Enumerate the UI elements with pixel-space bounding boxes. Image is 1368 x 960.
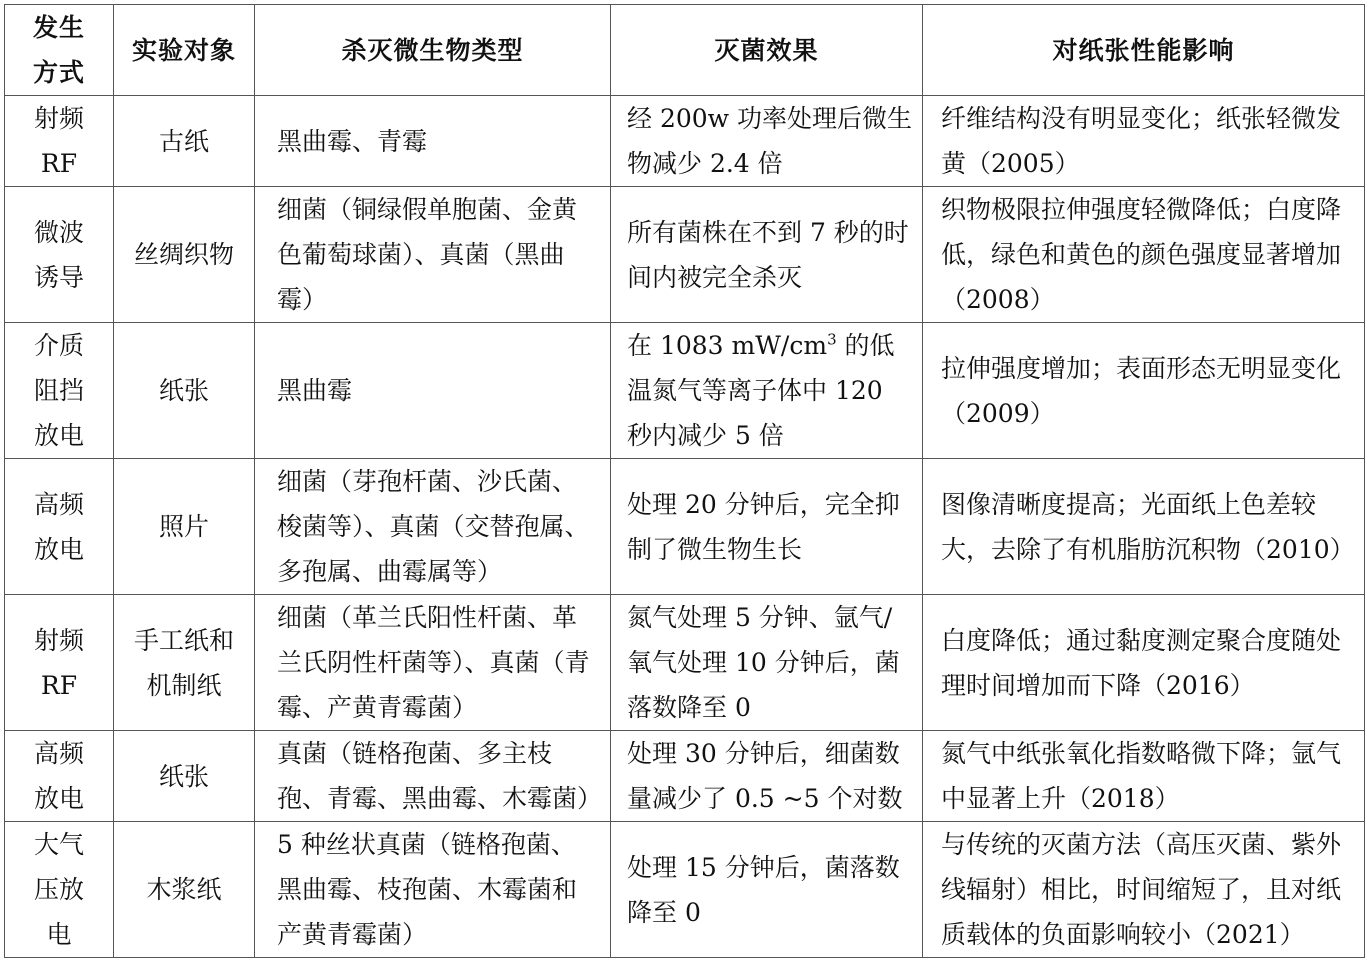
plasma-sterilization-table-container — [4, 4, 1364, 958]
cell-microbes: 黑曲霉、青霉 — [255, 96, 611, 187]
cell-impact: 氮气中纸张氧化指数略微下降；氩气中显著上升（2018） — [923, 731, 1365, 822]
header-effect: 灭菌效果 — [611, 5, 923, 96]
cell-object: 木浆纸 — [114, 822, 255, 958]
table-row — [5, 731, 1365, 822]
cell-effect — [611, 323, 923, 459]
cell-microbes: 细菌（芽孢杆菌、沙氏菌、梭菌等）、真菌（交替孢属、多孢属、曲霉属等） — [255, 459, 611, 595]
header-object: 实验对象 — [114, 5, 255, 96]
cell-object: 手工纸和机制纸 — [114, 595, 255, 731]
cell-microbes: 细菌（革兰氏阳性杆菌、革兰氏阴性杆菌等）、真菌（青霉、产黄青霉菌） — [255, 595, 611, 731]
header-method: 发生方式 — [5, 5, 114, 96]
cell-effect: 处理 30 分钟后，细菌数量减少了 0.5 ~5 个对数 — [611, 731, 923, 822]
cell-method: 大气压放电 — [5, 822, 114, 958]
cell-microbes: 黑曲霉 — [255, 323, 611, 459]
cell-effect: 经 200w 功率处理后微生物减少 2.4 倍 — [611, 96, 923, 187]
cell-impact: 白度降低；通过黏度测定聚合度随处理时间增加而下降（2016） — [923, 595, 1365, 731]
cell-object: 照片 — [114, 459, 255, 595]
effect-text-pre: 在 1083 mW/cm — [627, 331, 828, 360]
table-row — [5, 595, 1365, 731]
plasma-sterilization-table — [4, 4, 1365, 958]
header-microbes: 杀灭微生物类型 — [255, 5, 611, 96]
cell-impact: 织物极限拉伸强度轻微降低；白度降低，绿色和黄色的颜色强度显著增加（2008） — [923, 187, 1365, 323]
cell-microbes: 真菌（链格孢菌、多主枝孢、青霉、黑曲霉、木霉菌） — [255, 731, 611, 822]
cell-effect: 处理 20 分钟后，完全抑制了微生物生长 — [611, 459, 923, 595]
table-row — [5, 187, 1365, 323]
effect-superscript: 3 — [827, 330, 837, 349]
cell-method: 射频 RF — [5, 595, 114, 731]
effect-text-post: 的低温氮气等离子体中 120 秒内减少 5 倍 — [627, 331, 895, 450]
cell-object: 古纸 — [114, 96, 255, 187]
cell-object: 纸张 — [114, 731, 255, 822]
table-row — [5, 459, 1365, 595]
cell-impact: 图像清晰度提高；光面纸上色差较大，去除了有机脂肪沉积物（2010） — [923, 459, 1365, 595]
table-row — [5, 96, 1365, 187]
cell-effect: 氮气处理 5 分钟、氩气/氧气处理 10 分钟后，菌落数降至 0 — [611, 595, 923, 731]
cell-impact: 拉伸强度增加；表面形态无明显变化（2009） — [923, 323, 1365, 459]
cell-effect: 所有菌株在不到 7 秒的时间内被完全杀灭 — [611, 187, 923, 323]
cell-effect: 处理 15 分钟后，菌落数降至 0 — [611, 822, 923, 958]
cell-impact: 与传统的灭菌方法（高压灭菌、紫外线辐射）相比，时间缩短了，且对纸质载体的负面影响较小（2021） — [923, 822, 1365, 958]
header-row — [5, 5, 1365, 96]
table-header — [5, 5, 1365, 96]
cell-method: 介质阻挡放电 — [5, 323, 114, 459]
header-impact: 对纸张性能影响 — [923, 5, 1365, 96]
cell-impact: 纤维结构没有明显变化；纸张轻微发黄（2005） — [923, 96, 1365, 187]
table-row — [5, 822, 1365, 958]
table-body — [5, 96, 1365, 958]
table-row — [5, 323, 1365, 459]
cell-method: 高频放电 — [5, 459, 114, 595]
cell-microbes: 5 种丝状真菌（链格孢菌、黑曲霉、枝孢菌、木霉菌和产黄青霉菌） — [255, 822, 611, 958]
cell-method: 微波诱导 — [5, 187, 114, 323]
cell-object: 纸张 — [114, 323, 255, 459]
cell-object: 丝绸织物 — [114, 187, 255, 323]
cell-method: 高频放电 — [5, 731, 114, 822]
cell-microbes: 细菌（铜绿假单胞菌、金黄色葡萄球菌）、真菌（黑曲霉） — [255, 187, 611, 323]
cell-method: 射频 RF — [5, 96, 114, 187]
